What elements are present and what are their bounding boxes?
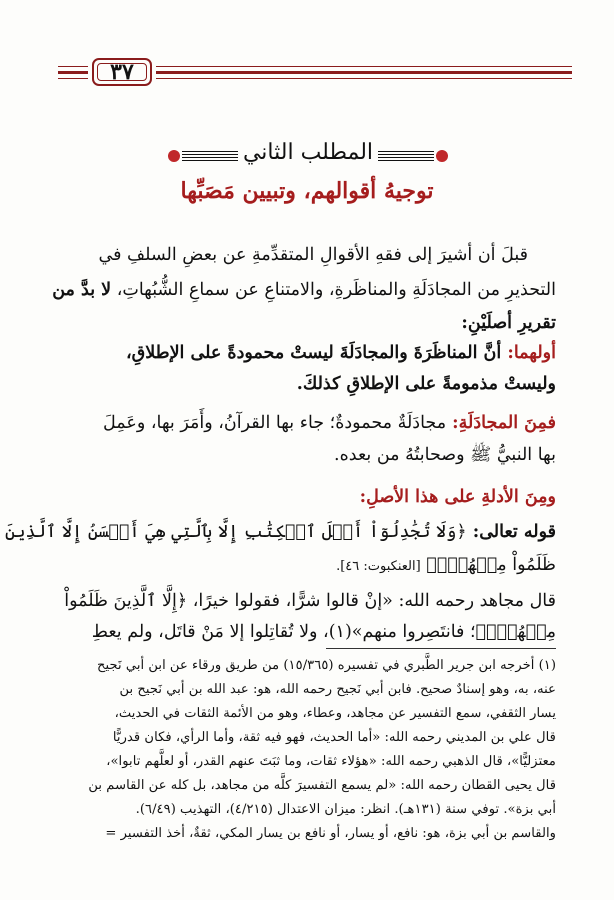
sub-title: توجيهُ أقوالهم، وتبيين مَصَبِّها	[180, 178, 434, 204]
body-line: بها النبيُّ ﷺ وصحابتُهُ من بعده.	[334, 445, 556, 465]
footnote-line: يسار الثقفي، سمع التفسير عن مجاهد، وعطاء، وهو من الأئمة الثقات في الحديث،	[114, 706, 556, 721]
footnote-line: والقاسم بن أبي بزة، هو: نافع، أو يسار، أو نافع بن يسار المكي، ثقةٌ، أخذ التفسير =	[105, 826, 556, 841]
page-header	[58, 58, 572, 88]
footnote-line: قال يحيى القطان رحمه الله: «لم يسمع التفسيرَ كلَّه من مجاهد، بل كله عن القاسم بن	[88, 778, 556, 793]
body-line: التحذيرِ من المجادَلَةِ والمناظَرةِ، والامتناعِ عن سماعِ الشُّبُهاتِ، لا بدَّ من	[52, 280, 556, 300]
footnote-line: معتزليًّا»، قال الذهبي رحمه الله: «هؤلاء ثقات، وما ثبَتَ عنهم القدر، أو لعلَّهم تابوا»،	[106, 754, 556, 769]
footnote-line: قال علي بن المديني رحمه الله: «أما الحديث، فهو فيه ثقة، وأما الرأي، فكان قدريًّا	[112, 730, 556, 745]
body-line: فمِنَ المجادَلَةِ: مجادَلَةٌ محمودةٌ؛ جاء بها القرآنُ، وأَمَرَ بها، وعَمِلَ	[103, 413, 556, 433]
section-title: المطلب الثاني	[242, 140, 374, 165]
header-rule-left	[58, 66, 88, 79]
body-line: وليستْ مذمومةً على الإطلاقِ كذلكَ.	[296, 374, 556, 394]
body-line: أولهما: أنَّ المناظَرَةَ والمجادَلَةَ ليستْ محمودةً على الإطلاقِ،	[125, 343, 556, 363]
page-number: ٣٧	[92, 58, 152, 86]
ornament-right	[378, 150, 448, 162]
footnote-line: عنه، به، وهو إسنادٌ صحيح. فابن أبي نَجيح رحمه الله، هو: عبد الله بن أبي نَجيح بن	[119, 682, 556, 697]
header-rule-right	[156, 66, 572, 79]
footnote-line: (١) أخرجه ابن جرير الطَّبري في تفسيره (١٥/٣٦٥) من طريق ورقاء عن ابن أبي نَجيح	[96, 658, 556, 673]
body-line: مِنۡهُمۡۖ﴾؛ فانتَصِروا منهم»(١)، ولا تُقاتِلوا إلا مَنْ قاتَل، ولم يعطِ	[91, 622, 556, 642]
section-heading	[168, 140, 448, 170]
body-line: ظَلَمُواْ مِنۡهُمۡۖ﴾ [العنكبوت: ٤٦].	[336, 555, 556, 575]
body-line: قال مجاهد رحمه الله: «إنْ قالوا شرًّا، فقولوا خيرًا، ﴿إِلَّا ٱلَّذِينَ ظَلَمُواْ	[64, 591, 556, 611]
footnote-line: أبي بزة». توفي سنة (١٣١هـ). انظر: ميزان الاعتدال (٤/٢١٥)، التهذيب (٦/٤٩).	[135, 802, 556, 817]
body-line: قوله تعالى: ﴿وَلَا تُجَٰدِلُوٓاْ أَهۡلَ ٱلۡكِتَٰبِ إِلَّا بِٱلَّتِي هِيَ أَحۡسَنُ إِلَّا ٱلَّذِينَ	[4, 522, 556, 542]
body-line: قبلَ أن أشيرَ إلى فقهِ الأقوالِ المتقدِّمةِ عن بعضِ السلفِ في	[98, 245, 528, 265]
body-line: تقريرِ أصلَيْنِ:	[461, 313, 556, 333]
body-line: ومِنَ الأدلةِ على هذا الأصلِ:	[359, 487, 556, 507]
footnote-separator	[326, 648, 556, 649]
